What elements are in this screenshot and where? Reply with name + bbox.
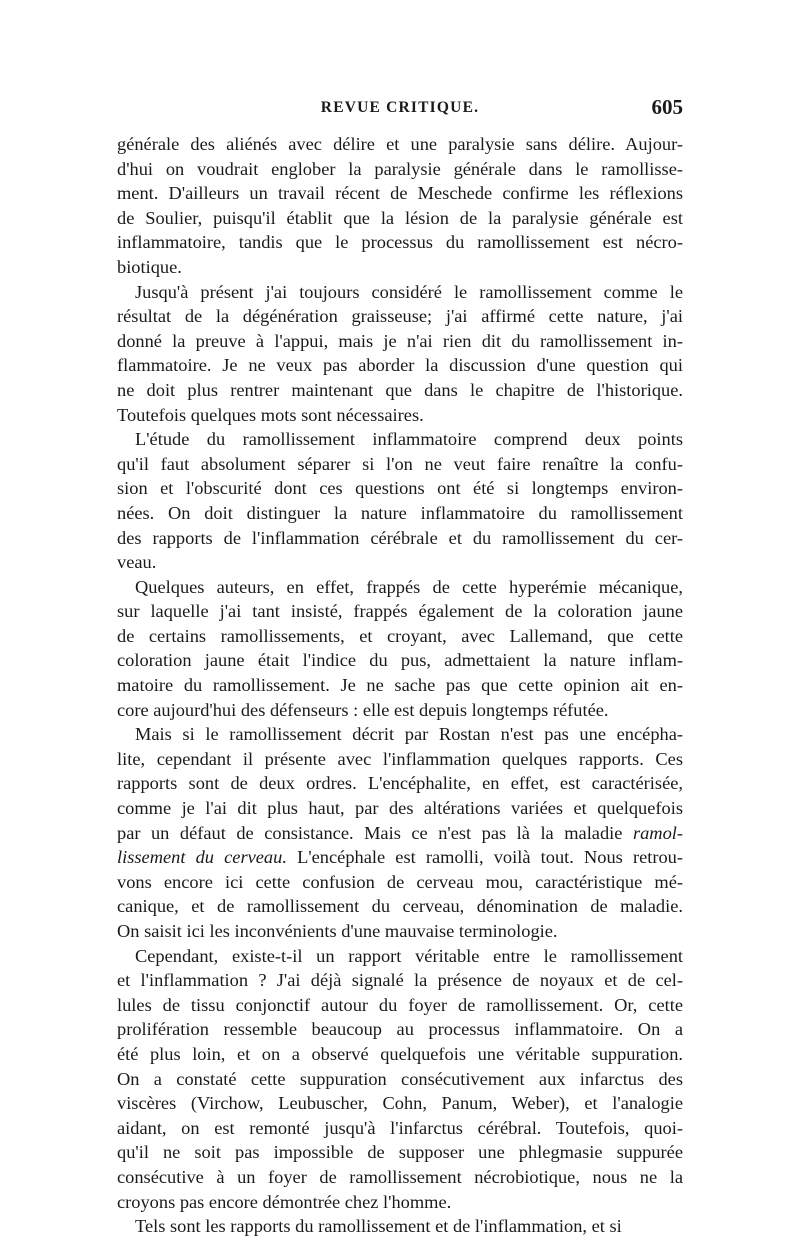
text-run: flammatoire. Je ne veux pas aborder la discussion d'une question qui	[117, 355, 683, 376]
text-run: core aujourd'hui des défenseurs : elle est depuis longtemps réfutée.	[117, 699, 609, 720]
text-run: biotique.	[117, 256, 182, 277]
text-line	[117, 157, 683, 182]
text-run: Toutefois quelques mots sont nécessaires.	[117, 404, 424, 425]
text-line	[117, 280, 683, 305]
text-line	[117, 575, 683, 600]
text-line	[117, 648, 683, 673]
text-run: qu'il ne soit pas impossible de supposer une phlegmasie suppurée	[117, 1142, 683, 1163]
text-run: lite, cependant il présente avec l'inflammation quelques rapports. Ces	[117, 748, 683, 769]
text-line	[117, 771, 683, 796]
text-line	[117, 1017, 683, 1042]
text-line	[117, 722, 683, 747]
text-run: de certains ramollissements, et croyant, avec Lallemand, que cette	[117, 625, 683, 646]
text-run: Cependant, existe-t-il un rapport véritable entre le ramollissement	[135, 945, 683, 966]
text-run: ne doit plus rentrer maintenant que dans le chapitre de l'historique.	[117, 379, 683, 400]
text-run: viscères (Virchow, Leubuscher, Cohn, Panum, Weber), et l'analogie	[117, 1093, 683, 1114]
text-line	[117, 1042, 683, 1067]
text-run: de Soulier, puisqu'il établit que la lésion de la paralysie générale est	[117, 207, 683, 228]
text-line	[117, 304, 683, 329]
text-run: nées. On doit distinguer la nature inflammatoire du ramollissement	[117, 502, 683, 523]
text-run: et l'inflammation ? J'ai déjà signalé la présence de noyaux et de cel-	[117, 970, 683, 991]
text-line	[117, 353, 683, 378]
text-run: sion et l'obscurité dont ces questions ont été si longtemps environ-	[117, 478, 683, 499]
text-line	[117, 1116, 683, 1141]
text-run: sur laquelle j'ai tant insisté, frappés également de la coloration jaune	[117, 601, 683, 622]
text-line	[117, 378, 683, 403]
text-line	[117, 1190, 683, 1215]
text-run: prolifération ressemble beaucoup au processus inflammatoire. On a	[117, 1019, 683, 1040]
text-run: Tels sont les rapports du ramollissement et de l'inflammation, et si	[135, 1216, 622, 1237]
text-run: consécutive à un foyer de ramollissement nécrobiotique, nous ne la	[117, 1166, 683, 1187]
text-line	[117, 673, 683, 698]
text-run: d'hui on voudrait englober la paralysie générale dans le ramollisse-	[117, 158, 683, 179]
text-line	[117, 476, 683, 501]
text-line	[117, 894, 683, 919]
text-run: vons encore ici cette confusion de cerveau mou, caractéristique mé-	[117, 871, 683, 892]
text-run: qu'il faut absolument séparer si l'on ne veut faire renaître la confu-	[117, 453, 683, 474]
text-line	[117, 501, 683, 526]
text-run: canique, et de ramollissement du cerveau, dénomination de maladie.	[117, 896, 683, 917]
text-line	[117, 1140, 683, 1165]
text-run: matoire du ramollissement. Je ne sache pas que cette opinion ait en-	[117, 675, 683, 696]
text-line	[117, 870, 683, 895]
text-run: donné la preuve à l'appui, mais je n'ai rien dit du ramollissement in-	[117, 330, 683, 351]
text-line	[117, 821, 683, 846]
text-line	[117, 452, 683, 477]
page-number: 605	[651, 95, 683, 119]
italic-text-run: ramol-	[632, 822, 683, 843]
text-run: Jusqu'à présent j'ai toujours considéré le ramollissement comme le	[135, 281, 683, 302]
text-line	[117, 206, 683, 231]
text-line	[117, 796, 683, 821]
text-line	[117, 845, 683, 870]
text-run: inflammatoire, tandis que le processus du ramollissement est nécro-	[117, 232, 683, 253]
text-run: Mais si le ramollissement décrit par Rostan n'est pas une encépha-	[135, 724, 683, 745]
text-run: rapports sont de deux ordres. L'encéphalite, en effet, est caractérisée,	[117, 773, 683, 794]
text-line	[117, 968, 683, 993]
italic-text-run: lissement du cerveau.	[117, 847, 287, 868]
text-run: On a constaté cette suppuration consécutivement aux infarctus des	[117, 1068, 683, 1089]
text-line	[117, 181, 683, 206]
text-line	[117, 526, 683, 551]
text-run: générale des aliénés avec délire et une paralysie sans délire. Aujour-	[117, 134, 683, 154]
text-line	[117, 624, 683, 649]
text-run: ment. D'ailleurs un travail récent de Meschede confirme les réflexions	[117, 183, 683, 204]
text-run: L'encéphale est ramolli, voilà tout. Nous retrou-	[286, 847, 684, 868]
text-line	[117, 599, 683, 624]
running-header	[117, 95, 683, 121]
text-line	[117, 1214, 683, 1239]
text-line	[117, 1091, 683, 1116]
text-line	[117, 1067, 683, 1092]
text-run: lules de tissu conjonctif autour du foyer de ramollissement. Or, cette	[117, 994, 683, 1015]
text-run: des rapports de l'inflammation cérébrale et du ramollissement du cer-	[117, 527, 683, 548]
text-line	[117, 255, 683, 280]
text-line	[117, 698, 683, 723]
text-run: On saisit ici les inconvénients d'une mauvaise terminologie.	[117, 921, 558, 941]
text-line	[117, 329, 683, 354]
text-line	[117, 550, 683, 575]
body-text	[117, 132, 683, 1239]
text-run: croyons pas encore démontrée chez l'homme.	[117, 1191, 452, 1212]
text-line	[117, 403, 683, 428]
text-run: résultat de la dégénération graisseuse; j'ai affirmé cette nature, j'ai	[117, 306, 683, 327]
text-run: comme je l'ai dit plus haut, par des altérations variées et quelquefois	[117, 798, 683, 819]
text-run: L'étude du ramollissement inflammatoire comprend deux points	[135, 429, 683, 450]
text-line	[117, 230, 683, 255]
text-run: Quelques auteurs, en effet, frappés de cette hyperémie mécanique,	[135, 576, 683, 597]
text-run: veau.	[117, 552, 157, 573]
text-line	[117, 993, 683, 1018]
text-line	[117, 747, 683, 772]
text-line	[117, 919, 683, 944]
running-title: REVUE CRITIQUE.	[320, 99, 480, 116]
text-run: coloration jaune était l'indice du pus, admettaient la nature inflam-	[117, 650, 683, 671]
text-line	[117, 944, 683, 969]
text-run: aidant, on est remonté jusqu'à l'infarctus cérébral. Toutefois, quoi-	[117, 1117, 683, 1138]
text-run: été plus loin, et on a observé quelquefois une véritable suppuration.	[117, 1043, 683, 1064]
text-line	[117, 132, 683, 157]
text-run: par un défaut de consistance. Mais ce n'est pas là la maladie	[117, 822, 633, 843]
text-line	[117, 427, 683, 452]
text-line	[117, 1165, 683, 1190]
